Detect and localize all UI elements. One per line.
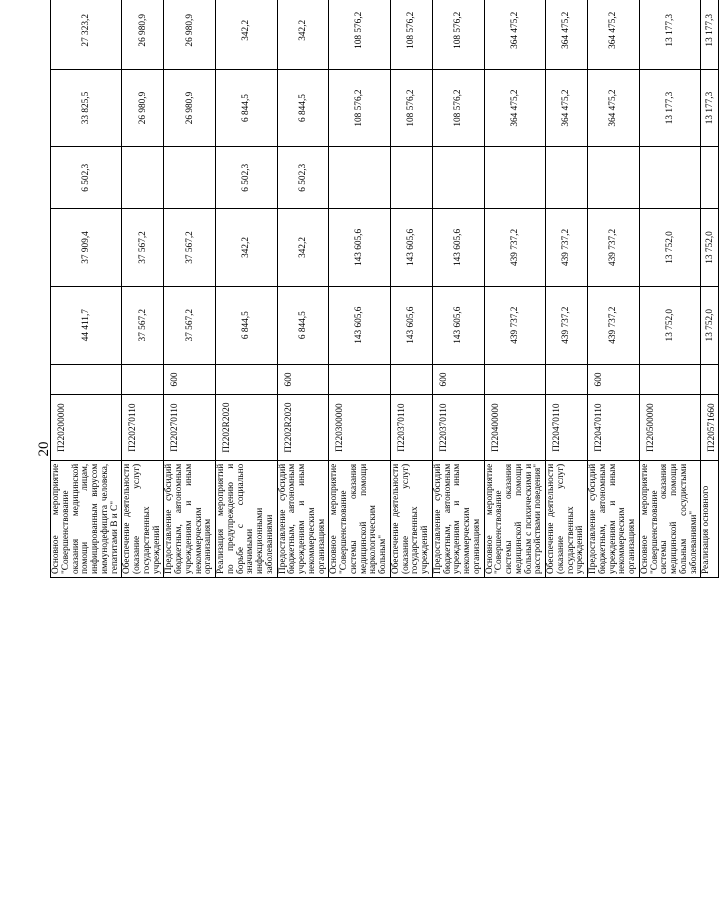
- cell-c1: 439 737,2: [588, 286, 640, 364]
- cell-c3: [701, 147, 719, 209]
- cell-c5: 108 576,2: [432, 0, 484, 69]
- cell-c3: [329, 147, 391, 209]
- cell-c5: 342,2: [216, 0, 278, 69]
- table-body: [51, 0, 719, 578]
- cell-vr: [51, 364, 122, 395]
- table-row: [390, 0, 432, 578]
- cell-vr: [390, 364, 432, 395]
- cell-name: Основное мероприятие "Совершенствование системы оказания медицинской помощи наркологическим больным": [329, 460, 391, 577]
- cell-c5: 26 980,9: [122, 0, 164, 69]
- cell-c3: [390, 147, 432, 209]
- cell-c2: 143 605,6: [329, 209, 391, 287]
- table-row: [51, 0, 122, 578]
- cell-c5: 26 980,9: [164, 0, 216, 69]
- table-row: [122, 0, 164, 578]
- cell-code: П220400000: [484, 395, 546, 460]
- cell-c5: 108 576,2: [329, 0, 391, 69]
- cell-c3: [546, 147, 588, 209]
- cell-vr: [122, 364, 164, 395]
- table-row: [639, 0, 701, 578]
- cell-vr: [216, 364, 278, 395]
- cell-vr: [484, 364, 546, 395]
- cell-c4: 13 177,3: [701, 69, 719, 147]
- cell-name: Реализация мероприятий по предупреждению и борьбе с социально значимыми инфекционными заболеваниями: [216, 460, 278, 577]
- cell-code: П220470110: [546, 395, 588, 460]
- table-row: [164, 0, 216, 578]
- cell-code: П2202R2020: [216, 395, 278, 460]
- rotated-budget-table: [50, 0, 718, 578]
- cell-c4: 33 825,5: [51, 69, 122, 147]
- cell-code: П2202R2020: [277, 395, 329, 460]
- cell-c5: 27 323,2: [51, 0, 122, 69]
- table-row: [588, 0, 640, 578]
- cell-c2: 143 605,6: [432, 209, 484, 287]
- cell-name: Основное мероприятие "Совершенствование системы оказания медицинской помощи больным с психическими и расстройствами поведения": [484, 460, 546, 577]
- cell-vr: 600: [432, 364, 484, 395]
- table-row: [701, 0, 719, 578]
- cell-c4: 26 980,9: [122, 69, 164, 147]
- cell-c4: 108 576,2: [329, 69, 391, 147]
- cell-code: П220370110: [390, 395, 432, 460]
- cell-c4: 26 980,9: [164, 69, 216, 147]
- cell-c1: 143 605,6: [432, 286, 484, 364]
- cell-c1: 37 567,2: [164, 286, 216, 364]
- page-number: 20: [36, 441, 52, 457]
- cell-c1: 6 844,5: [277, 286, 329, 364]
- budget-table: [50, 0, 719, 578]
- cell-c2: 439 737,2: [484, 209, 546, 287]
- cell-vr: 600: [277, 364, 329, 395]
- table-row: [216, 0, 278, 578]
- cell-c1: 6 844,5: [216, 286, 278, 364]
- cell-c5: 13 177,3: [701, 0, 719, 69]
- cell-c4: 364 475,2: [588, 69, 640, 147]
- cell-c1: 143 605,6: [329, 286, 391, 364]
- cell-c3: [484, 147, 546, 209]
- table-row: [432, 0, 484, 578]
- cell-c2: 439 737,2: [546, 209, 588, 287]
- cell-c4: 364 475,2: [484, 69, 546, 147]
- cell-code: П220370110: [432, 395, 484, 460]
- cell-c3: [432, 147, 484, 209]
- cell-c3: 6 502,3: [216, 147, 278, 209]
- cell-c2: 439 737,2: [588, 209, 640, 287]
- cell-c1: 439 737,2: [484, 286, 546, 364]
- cell-c4: 13 177,3: [639, 69, 701, 147]
- cell-name: Предоставление субсидий бюджетным, автономным учреждениям и иным некоммерческим организациям: [277, 460, 329, 577]
- cell-name: Реализация основного: [701, 460, 719, 577]
- cell-c3: 6 502,3: [51, 147, 122, 209]
- cell-c1: 143 605,6: [390, 286, 432, 364]
- cell-c1: 13 752,0: [701, 286, 719, 364]
- table-row: [277, 0, 329, 578]
- cell-name: Предоставление субсидий бюджетным, автономным учреждениям и иным некоммерческим организациям: [164, 460, 216, 577]
- cell-vr: [701, 364, 719, 395]
- cell-name: Предоставление субсидий бюджетным, автономным учреждениям и иным некоммерческим организациям: [432, 460, 484, 577]
- cell-c1: 439 737,2: [546, 286, 588, 364]
- cell-c2: 37 567,2: [164, 209, 216, 287]
- cell-name: Обеспечение деятельности (оказание услуг) государственных учреждений: [122, 460, 164, 577]
- cell-name: Предоставление субсидий бюджетным, автономным учреждениям и иным некоммерческим организациям: [588, 460, 640, 577]
- cell-vr: [546, 364, 588, 395]
- cell-c4: 108 576,2: [432, 69, 484, 147]
- cell-c5: 108 576,2: [390, 0, 432, 69]
- cell-c4: 108 576,2: [390, 69, 432, 147]
- cell-c1: 44 411,7: [51, 286, 122, 364]
- cell-name: Основное мероприятие "Совершенствование системы оказания медицинской помощи больным сосудистыми заболеваниями": [639, 460, 701, 577]
- cell-name: Обеспечение деятельности (оказание услуг) государственных учреждений: [546, 460, 588, 577]
- cell-c3: [164, 147, 216, 209]
- table-row: [329, 0, 391, 578]
- cell-c3: [588, 147, 640, 209]
- cell-code: П220300000: [329, 395, 391, 460]
- cell-code: П220470110: [588, 395, 640, 460]
- cell-vr: 600: [164, 364, 216, 395]
- cell-c1: 13 752,0: [639, 286, 701, 364]
- cell-code: П220270110: [122, 395, 164, 460]
- cell-c2: 143 605,6: [390, 209, 432, 287]
- table-row: [546, 0, 588, 578]
- cell-c5: 364 475,2: [588, 0, 640, 69]
- cell-c5: 364 475,2: [484, 0, 546, 69]
- cell-c2: 13 752,0: [639, 209, 701, 287]
- cell-name: Обеспечение деятельности (оказание услуг) государственных учреждений: [390, 460, 432, 577]
- cell-c4: 364 475,2: [546, 69, 588, 147]
- cell-c4: 6 844,5: [216, 69, 278, 147]
- cell-c2: 37 909,4: [51, 209, 122, 287]
- cell-vr: [329, 364, 391, 395]
- cell-c4: 6 844,5: [277, 69, 329, 147]
- cell-name: Основное мероприятие "Совершенствование оказания медицинской помощи лицам, инфицированным вирусом иммунодефицита человека, гепатитами В и С": [51, 460, 122, 577]
- table-row: [484, 0, 546, 578]
- cell-code: П220500000: [639, 395, 701, 460]
- cell-c5: 364 475,2: [546, 0, 588, 69]
- cell-c3: [122, 147, 164, 209]
- cell-c5: 342,2: [277, 0, 329, 69]
- cell-vr: 600: [588, 364, 640, 395]
- cell-c2: 37 567,2: [122, 209, 164, 287]
- cell-c3: [639, 147, 701, 209]
- cell-code: П220270110: [164, 395, 216, 460]
- cell-c2: 342,2: [216, 209, 278, 287]
- cell-c2: 342,2: [277, 209, 329, 287]
- cell-code: П220200000: [51, 395, 122, 460]
- cell-code: П220571660: [701, 395, 719, 460]
- cell-c1: 37 567,2: [122, 286, 164, 364]
- cell-c3: 6 502,3: [277, 147, 329, 209]
- cell-vr: [639, 364, 701, 395]
- cell-c5: 13 177,3: [639, 0, 701, 69]
- cell-c2: 13 752,0: [701, 209, 719, 287]
